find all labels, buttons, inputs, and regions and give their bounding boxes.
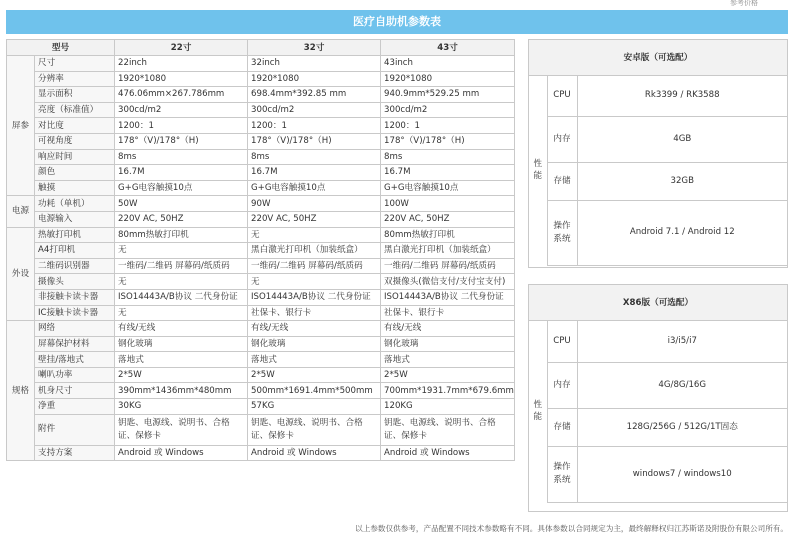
- spec-table: [6, 39, 515, 461]
- cell-value: 8ms: [115, 149, 248, 165]
- x86-table: [529, 321, 787, 503]
- row-label: 喇叭功率: [35, 367, 115, 383]
- cell-value: 178°（V)/178°（H): [381, 133, 515, 149]
- cell-value: G+G电容触摸10点: [381, 180, 515, 196]
- cell-value: 1920*1080: [115, 71, 248, 87]
- panel-row-label: [547, 76, 577, 116]
- cell-value: Android 或 Windows: [381, 445, 515, 461]
- row-label: 附件: [35, 414, 115, 445]
- row-label: 热敏打印机: [35, 227, 115, 243]
- cell-value: 无: [248, 227, 381, 243]
- panel-row-label: [547, 116, 577, 162]
- row-label: 非接触卡读卡器: [35, 289, 115, 305]
- row-label: 支持方案: [35, 445, 115, 461]
- row-label: 净重: [35, 399, 115, 415]
- table-header-row: [7, 40, 515, 56]
- header-32: 32寸: [248, 40, 381, 56]
- panel-row-value: 128G/256G / 512G/1T固态: [577, 408, 787, 446]
- table-row: [7, 165, 515, 181]
- group-label-peripheral: 外设: [7, 227, 35, 321]
- cell-value: 80mm热敏打印机: [381, 227, 515, 243]
- group-label-power: 电源: [7, 196, 35, 227]
- row-label: 壁挂/落地式: [35, 352, 115, 368]
- cell-value: 43inch: [381, 56, 515, 72]
- cell-value: 有线/无线: [248, 321, 381, 337]
- panel-row-label: [547, 162, 577, 200]
- cell-value: 黑白激光打印机（加装纸盒）: [248, 243, 381, 259]
- table-row: [7, 133, 515, 149]
- cell-value: 无: [115, 305, 248, 321]
- table-row: [7, 227, 515, 243]
- row-label: 机身尺寸: [35, 383, 115, 399]
- cell-value: 一维码/二维码 屏幕码/纸质码: [248, 258, 381, 274]
- cell-value: 80mm热敏打印机: [115, 227, 248, 243]
- panel-row: [529, 116, 787, 162]
- cell-value: 2*5W: [381, 367, 515, 383]
- panel-row-value: 4GB: [577, 116, 787, 162]
- page-title: 医疗自助机参数表: [6, 10, 788, 34]
- cell-value: ISO14443A/B协议 二代身份证: [248, 289, 381, 305]
- cell-value: 220V AC, 50HZ: [381, 211, 515, 227]
- cell-value: Android 或 Windows: [115, 445, 248, 461]
- cell-value: 476.06mm×267.786mm: [115, 87, 248, 103]
- cell-value: Android 或 Windows: [248, 445, 381, 461]
- cell-value: 390mm*1436mm*480mm: [115, 383, 248, 399]
- row-label: 触摸: [35, 180, 115, 196]
- cell-value: 1920*1080: [381, 71, 515, 87]
- cell-value: 有线/无线: [115, 321, 248, 337]
- row-label: 摄像头: [35, 274, 115, 290]
- cell-value: 1200：1: [115, 118, 248, 134]
- table-row: [7, 243, 515, 259]
- cell-value: 57KG: [248, 399, 381, 415]
- table-row: [7, 87, 515, 103]
- cell-value: 一维码/二维码 屏幕码/纸质码: [381, 258, 515, 274]
- android-panel-title: 安卓版（可选配）: [529, 40, 787, 76]
- header-43: 43寸: [381, 40, 515, 56]
- table-row: [7, 118, 515, 134]
- row-label: 颜色: [35, 165, 115, 181]
- cell-value: 940.9mm*529.25 mm: [381, 87, 515, 103]
- panel-row-value: 4G/8G/16G: [577, 362, 787, 408]
- cell-value: 700mm*1931.7mm*679.6mm: [381, 383, 515, 399]
- cell-value: 2*5W: [248, 367, 381, 383]
- panel-row-value: Rk3399 / RK3588: [577, 76, 787, 116]
- cell-value: 698.4mm*392.85 mm: [248, 87, 381, 103]
- table-row: [7, 258, 515, 274]
- table-row: [7, 274, 515, 290]
- cell-value: G+G电容触摸10点: [248, 180, 381, 196]
- row-label: 二维码识别器: [35, 258, 115, 274]
- cell-value: 黑白激光打印机（加装纸盒）: [381, 243, 515, 259]
- panel-row-label-text: 操作系统: [553, 462, 571, 485]
- cell-value: 落地式: [381, 352, 515, 368]
- header-22: 22寸: [115, 40, 248, 56]
- cell-value: 300cd/m2: [115, 102, 248, 118]
- panel-row-label-text: CPU: [553, 90, 571, 101]
- row-label: 对比度: [35, 118, 115, 134]
- panel-row-label-text: 存储: [553, 421, 571, 432]
- cell-value: 120KG: [381, 399, 515, 415]
- cell-value: 钥匙、电源线、说明书、合格证、保修卡: [248, 414, 381, 445]
- cell-value: 30KG: [115, 399, 248, 415]
- cell-value: 一维码/二维码 屏幕码/纸质码: [115, 258, 248, 274]
- cell-value: 100W: [381, 196, 515, 212]
- cell-value: 8ms: [248, 149, 381, 165]
- panel-row-label-text: CPU: [553, 335, 571, 346]
- panel-row-label: [547, 321, 577, 362]
- panel-row: [529, 321, 787, 362]
- cell-value: 钢化玻璃: [248, 336, 381, 352]
- panel-row-label-text: 内存: [553, 379, 571, 390]
- table-row: [7, 352, 515, 368]
- cell-value: 落地式: [115, 352, 248, 368]
- panel-row-label: [547, 200, 577, 265]
- panel-row-value: i3/i5/i7: [577, 321, 787, 362]
- android-table: [529, 76, 787, 266]
- x86-panel: [528, 284, 788, 512]
- cell-value: 300cd/m2: [381, 102, 515, 118]
- panel-group-text: 性能: [533, 159, 543, 181]
- table-row: [7, 336, 515, 352]
- x86-panel-title: X86版（可选配）: [529, 285, 787, 321]
- table-row: [7, 399, 515, 415]
- table-row: [7, 102, 515, 118]
- cell-value: 钢化玻璃: [115, 336, 248, 352]
- group-label-screen: 屏参: [7, 56, 35, 196]
- cell-value: 220V AC, 50HZ: [115, 211, 248, 227]
- panel-group-label: [529, 76, 547, 265]
- table-row: [7, 71, 515, 87]
- cell-value: 无: [115, 274, 248, 290]
- panel-row-label: [547, 408, 577, 446]
- android-panel: [528, 39, 788, 268]
- cell-value: 90W: [248, 196, 381, 212]
- panel-row-label: [547, 446, 577, 502]
- panel-row-value: 32GB: [577, 162, 787, 200]
- cell-value: ISO14443A/B协议 二代身份证: [381, 289, 515, 305]
- cell-value: 钥匙、电源线、说明书、合格证、保修卡: [381, 414, 515, 445]
- row-label: 亮度（标准值）: [35, 102, 115, 118]
- row-label: 功耗（单机）: [35, 196, 115, 212]
- cell-value: 32inch: [248, 56, 381, 72]
- cell-value: 钢化玻璃: [381, 336, 515, 352]
- panel-row: [529, 162, 787, 200]
- cell-value: 无: [248, 274, 381, 290]
- panel-row-label-text: 存储: [553, 175, 571, 186]
- cell-value: 300cd/m2: [248, 102, 381, 118]
- cell-value: 无: [115, 243, 248, 259]
- panel-row: [529, 446, 787, 502]
- cell-value: 16.7M: [248, 165, 381, 181]
- table-row: [7, 367, 515, 383]
- table-row: [7, 305, 515, 321]
- cell-value: 落地式: [248, 352, 381, 368]
- table-row: [7, 196, 515, 212]
- cell-value: 社保卡、银行卡: [381, 305, 515, 321]
- panel-row-value: Android 7.1 / Android 12: [577, 200, 787, 265]
- row-label: 可视角度: [35, 133, 115, 149]
- table-row: [7, 149, 515, 165]
- cell-value: 50W: [115, 196, 248, 212]
- cell-value: 178°（V)/178°（H): [115, 133, 248, 149]
- table-row: [7, 289, 515, 305]
- table-row: [7, 383, 515, 399]
- row-label: A4打印机: [35, 243, 115, 259]
- panel-row: [529, 200, 787, 265]
- cell-value: G+G电容触摸10点: [115, 180, 248, 196]
- row-label: 屏幕保护材料: [35, 336, 115, 352]
- row-label: IC接触卡读卡器: [35, 305, 115, 321]
- table-row: [7, 211, 515, 227]
- cell-value: 社保卡、银行卡: [248, 305, 381, 321]
- cell-value: 1200：1: [248, 118, 381, 134]
- cell-value: 22inch: [115, 56, 248, 72]
- top-crop-text: 参考价格: [730, 0, 758, 6]
- cell-value: 1200：1: [381, 118, 515, 134]
- cell-value: 2*5W: [115, 367, 248, 383]
- footer-note: 以上参数仅供参考，产品配置不同技术参数略有不同。具体参数以合同规定为主，最终解释权归江苏斯诺及附股份有限公司所有。: [355, 524, 788, 533]
- panel-row-value: windows7 / windows10: [577, 446, 787, 502]
- row-label: 尺寸: [35, 56, 115, 72]
- header-model: 型号: [7, 40, 115, 56]
- cell-value: 有线/无线: [381, 321, 515, 337]
- cell-value: 178°（V)/178°（H): [248, 133, 381, 149]
- row-label: 网络: [35, 321, 115, 337]
- panel-group-text: 性能: [533, 400, 543, 422]
- cell-value: 16.7M: [115, 165, 248, 181]
- cell-value: 8ms: [381, 149, 515, 165]
- panel-row-label: [547, 362, 577, 408]
- row-label: 电源输入: [35, 211, 115, 227]
- table-row: [7, 56, 515, 72]
- table-row: [7, 414, 515, 445]
- cell-value: 16.7M: [381, 165, 515, 181]
- row-label: 分辨率: [35, 71, 115, 87]
- panel-row: [529, 76, 787, 116]
- panel-row-label-text: 操作系统: [553, 220, 571, 244]
- panel-row: [529, 408, 787, 446]
- group-label-spec: 规格: [7, 321, 35, 461]
- panel-row-label-text: 内存: [553, 133, 571, 144]
- panel-group-label: [529, 321, 547, 502]
- cell-value: ISO14443A/B协议 二代身份证: [115, 289, 248, 305]
- table-row: [7, 180, 515, 196]
- cell-value: 双摄像头(微信支付/支付宝支付): [381, 274, 515, 290]
- panel-row: [529, 362, 787, 408]
- cell-value: 220V AC, 50HZ: [248, 211, 381, 227]
- row-label: 响应时间: [35, 149, 115, 165]
- cell-value: 钥匙、电源线、说明书、合格证、保修卡: [115, 414, 248, 445]
- cell-value: 1920*1080: [248, 71, 381, 87]
- table-row: [7, 321, 515, 337]
- cell-value: 500mm*1691.4mm*500mm: [248, 383, 381, 399]
- row-label: 显示面积: [35, 87, 115, 103]
- table-row: [7, 445, 515, 461]
